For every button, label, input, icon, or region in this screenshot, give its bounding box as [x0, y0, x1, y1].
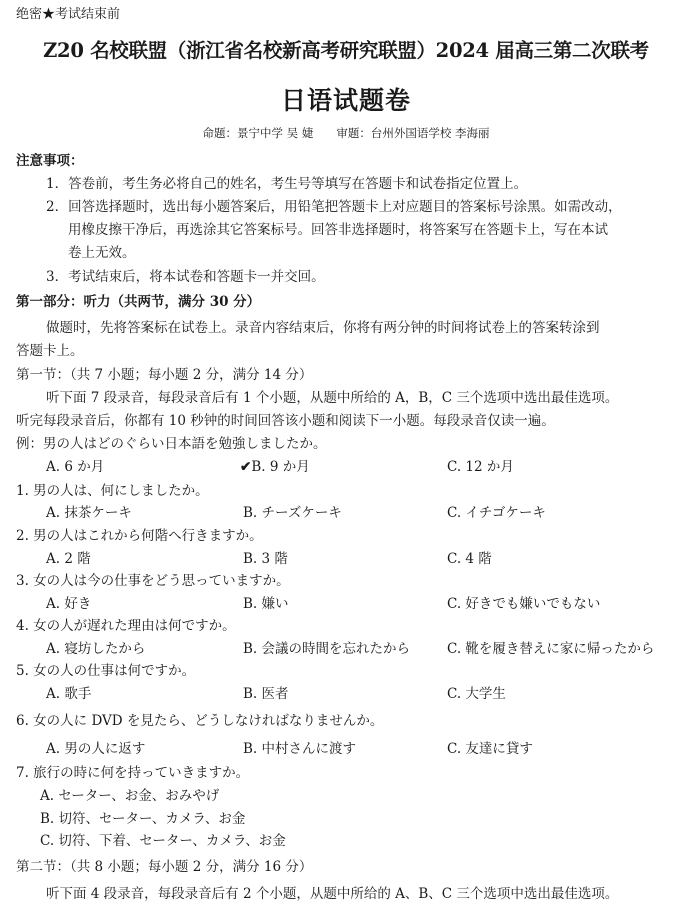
question-3: 3. 女の人は今の仕事をどう思っていますか。 — [16, 573, 290, 589]
notice-item-1: 1．答卷前，考生务必将自己的姓名，考生号等填写在答题卡和试卷指定位置上。 — [46, 176, 528, 192]
notice-item-3: 3．考试结束后，将本试卷和答题卡一并交回。 — [46, 269, 325, 285]
notice-item-2-line-1: 2．回答选择题时，选出每小题答案后，用铅笔把答题卡上对应题目的答案标号涂黑。如需改动， — [46, 199, 622, 215]
question-7-option-a: A. セーター、お金、おみやげ — [40, 788, 220, 804]
section1-heading: 第一节：（共 7 小题；每小题 2 分，满分 14 分） — [16, 367, 313, 383]
question-4: 4. 女の人が遅れた理由は何ですか。 — [16, 618, 236, 634]
question-7-option-b: B. 切符、セーター、カメラ、お金 — [40, 811, 246, 827]
part1-intro-line-1: 做题时，先将答案标在试卷上。录音内容结束后，你将有两分钟的时间将试卷上的答案转涂到 — [46, 320, 600, 336]
question-4-option-c: C. 靴を履き替えに家に帰ったから — [447, 641, 655, 657]
part1-heading: 第一部分：听力（共两节，满分 30 分） — [16, 294, 261, 310]
section2-heading: 第二节：（共 8 小题；每小题 2 分，满分 16 分） — [16, 859, 313, 875]
section1-instructions-line-2: 听完每段录音后，你都有 10 秒钟的时间回答该小题和阅读下一小题。每段录音仅读一遍。 — [16, 413, 555, 429]
question-5-option-c: C. 大学生 — [447, 686, 506, 702]
question-5: 5. 女の人の仕事は何ですか。 — [16, 663, 196, 679]
question-6-option-b: B. 中村さんに渡す — [243, 741, 357, 757]
exam-title: Z20 名校联盟（浙江省名校新高考研究联盟）2024 届高三第二次联考 — [43, 39, 649, 62]
question-4-option-a: A. 寝坊したから — [46, 641, 146, 657]
example-question: 例：男の人はどのぐらい日本語を勉強しましたか。 — [16, 436, 327, 452]
confidential-note: 绝密★考试结束前 — [16, 7, 121, 22]
question-6: 6. 女の人に DVD を見たら、どうしなければなりませんか。 — [16, 713, 384, 729]
question-1: 1. 男の人は、何にしましたか。 — [16, 483, 209, 499]
question-2: 2. 男の人はこれから何階へ行きますか。 — [16, 528, 263, 544]
section1-instructions-line-1: 听下面 7 段录音，每段录音后有 1 个小题，从题中所给的 A，B，C 三个选项中选出最佳选项。 — [46, 390, 619, 406]
question-7: 7. 旅行の時に何を持っていきますか。 — [16, 765, 250, 781]
question-3-option-c: C. 好きでも嫌いでもない — [447, 596, 601, 612]
question-7-option-c: C. 切符、下着、セーター、カメラ、お金 — [40, 833, 286, 849]
example-option-a: A. 6 か月 — [46, 459, 105, 475]
question-1-option-a: A. 抹茶ケーキ — [46, 505, 132, 521]
question-6-option-a: A. 男の人に返す — [46, 741, 146, 757]
notice-heading: 注意事项： — [16, 153, 84, 169]
question-4-option-b: B. 会議の時間を忘れたから — [243, 641, 411, 657]
paper-title: 日语试题卷 — [280, 86, 411, 115]
question-3-option-b: B. 嫌い — [243, 596, 289, 612]
question-1-option-b: B. チーズケーキ — [243, 505, 342, 521]
notice-item-2-line-3: 卷上无效。 — [68, 245, 136, 261]
question-2-option-c: C. 4 階 — [447, 551, 492, 567]
check-mark-icon: ✔ — [240, 459, 252, 475]
question-6-option-c: C. 友達に貸す — [447, 741, 533, 757]
question-1-option-c: C. イチゴケーキ — [447, 505, 546, 521]
question-2-option-b: B. 3 階 — [243, 551, 288, 567]
author-line: 命题：景宁中学 吴 婕 审题：台州外国语学校 李海丽 — [202, 126, 490, 140]
notice-item-2-line-2: 用橡皮擦干净后，再选涂其它答案标号。回答非选择题时，将答案写在答题卡上，写在本试 — [68, 222, 608, 238]
example-option-c: C. 12 か月 — [447, 459, 514, 475]
section2-instructions-line-1: 听下面 4 段录音，每段录音后有 2 个小题，从题中所给的 A、B、C 三个选项中选出最佳选项。 — [46, 886, 619, 902]
question-5-option-a: A. 歌手 — [46, 686, 92, 702]
question-2-option-a: A. 2 階 — [46, 551, 91, 567]
question-3-option-a: A. 好き — [46, 596, 92, 612]
question-5-option-b: B. 医者 — [243, 686, 289, 702]
example-option-b — [240, 458, 310, 476]
example-option-b-label: B. 9 か月 — [251, 459, 310, 475]
part1-intro-line-2: 答题卡上。 — [16, 343, 84, 359]
